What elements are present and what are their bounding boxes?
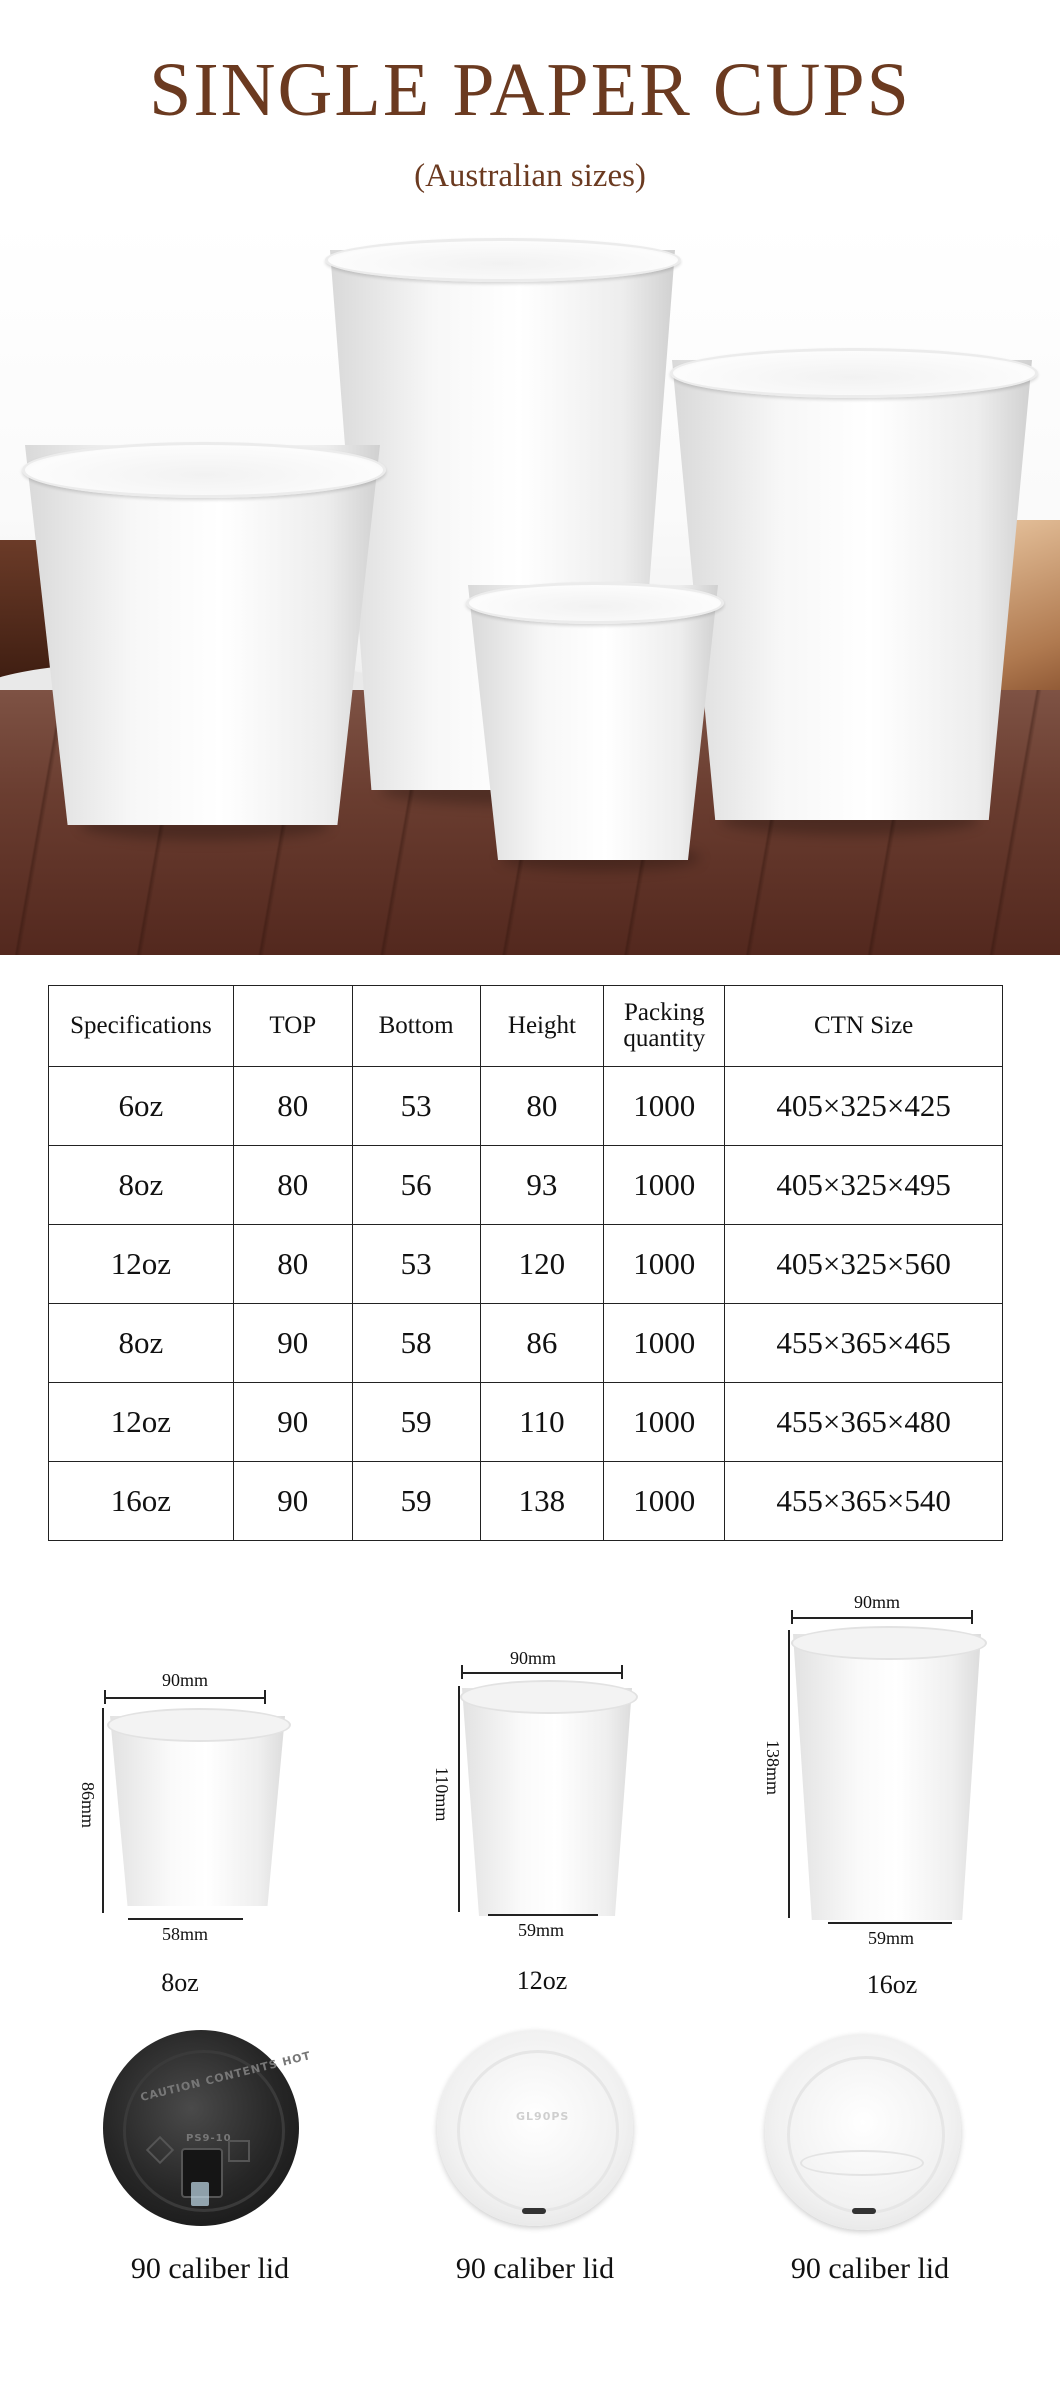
bottom-diameter-label: 59mm	[518, 1920, 565, 1940]
cup-left	[25, 445, 380, 825]
table-cell: 59	[352, 1462, 480, 1541]
cup-12oz	[462, 1688, 632, 1916]
table-cell: 8oz	[49, 1304, 234, 1383]
table-header-row	[49, 986, 1003, 1067]
table-cell: 90	[233, 1383, 352, 1462]
table-cell: 455×365×480	[725, 1383, 1003, 1462]
table-cell: 93	[480, 1146, 604, 1225]
table-cell: 53	[352, 1225, 480, 1304]
table-cell: 16oz	[49, 1462, 234, 1541]
table-cell: 12oz	[49, 1383, 234, 1462]
spec-table	[48, 985, 1003, 1541]
table-cell: 53	[352, 1067, 480, 1146]
cup-16oz	[793, 1634, 981, 1920]
table-cell: 138	[480, 1462, 604, 1541]
table-cell: 1000	[604, 1462, 725, 1541]
size-label: 8oz	[161, 1968, 199, 1997]
table-cell: 1000	[604, 1304, 725, 1383]
table-cell: 90	[233, 1462, 352, 1541]
cup-small	[468, 585, 718, 860]
table-row	[49, 1146, 1003, 1225]
lid-caption: 90 caliber lid	[790, 2252, 950, 2285]
table-cell: 86	[480, 1304, 604, 1383]
table-cell: 80	[233, 1067, 352, 1146]
table-cell: 59	[352, 1383, 480, 1462]
lid-print-text: CAUTION CONTENTS HOT	[139, 2048, 313, 2105]
top-diameter-label: 90mm	[510, 1648, 557, 1668]
header-cell: Specifications	[49, 986, 234, 1067]
cup-right	[672, 360, 1032, 820]
table-cell: 120	[480, 1225, 604, 1304]
table-row	[49, 1225, 1003, 1304]
table-cell: 80	[233, 1146, 352, 1225]
table-cell: 110	[480, 1383, 604, 1462]
table-row	[49, 1462, 1003, 1541]
table-cell: 90	[233, 1304, 352, 1383]
table-cell: 6oz	[49, 1067, 234, 1146]
size-label: 12oz	[516, 1966, 568, 1995]
table-cell: 1000	[604, 1146, 725, 1225]
height-label: 86mm	[78, 1782, 98, 1829]
table-row	[49, 1304, 1003, 1383]
top-diameter-label: 90mm	[162, 1670, 209, 1690]
cup-8oz	[110, 1716, 285, 1906]
table-cell: 405×325×560	[725, 1225, 1003, 1304]
table-cell: 56	[352, 1146, 480, 1225]
header-cell: TOP	[233, 986, 352, 1067]
table-cell: 455×365×540	[725, 1462, 1003, 1541]
table-cell: 1000	[604, 1225, 725, 1304]
table-cell: 12oz	[49, 1225, 234, 1304]
table-cell: 1000	[604, 1067, 725, 1146]
height-label: 110mm	[432, 1767, 452, 1822]
product-photo	[0, 220, 1060, 955]
header-cell: Height	[480, 986, 604, 1067]
table-row	[49, 1067, 1003, 1146]
page-subtitle: (Australian sizes)	[414, 158, 646, 194]
cup-right-rim	[670, 348, 1038, 398]
header-cell: CTN Size	[725, 986, 1003, 1067]
table-cell: 58	[352, 1304, 480, 1383]
table-cell: 1000	[604, 1383, 725, 1462]
header-cell: Bottom	[352, 986, 480, 1067]
page-title: SINGLE PAPER CUPS	[149, 48, 911, 132]
height-label: 138mm	[763, 1740, 783, 1796]
cup-tall-rim	[325, 238, 681, 282]
top-diameter-label: 90mm	[854, 1592, 901, 1612]
table-cell: 455×365×465	[725, 1304, 1003, 1383]
table-cell: 8oz	[49, 1146, 234, 1225]
table-cell: 80	[480, 1067, 604, 1146]
lid-caption: 90 caliber lid	[455, 2252, 615, 2285]
header-cell: Packing quantity	[604, 986, 725, 1067]
table-cell: 80	[233, 1225, 352, 1304]
table-cell: 405×325×425	[725, 1067, 1003, 1146]
size-label: 16oz	[866, 1970, 918, 1999]
lid-code: GL90PS	[516, 2110, 570, 2123]
cup-small-rim	[466, 582, 724, 624]
lid-caption: 90 caliber lid	[130, 2252, 290, 2285]
cup-left-rim	[22, 442, 386, 498]
table-row	[49, 1383, 1003, 1462]
lid-code: PS9-10	[186, 2133, 232, 2144]
table-cell: 405×325×495	[725, 1146, 1003, 1225]
bottom-diameter-label: 59mm	[868, 1928, 915, 1948]
bottom-diameter-label: 58mm	[162, 1924, 209, 1944]
